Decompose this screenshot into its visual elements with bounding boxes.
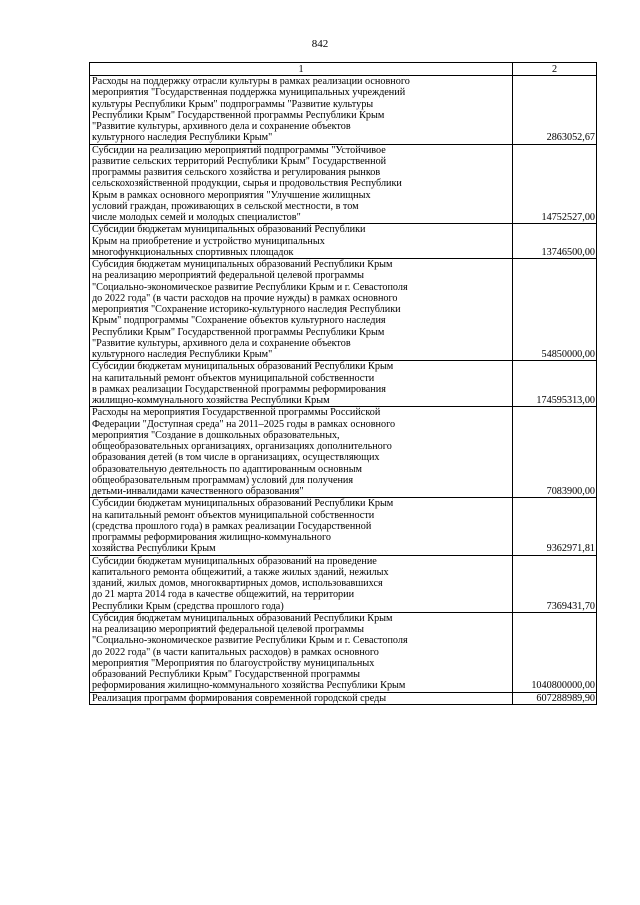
- row-amount: 14752527,00: [513, 144, 597, 224]
- column-header-1: 1: [90, 63, 513, 76]
- page-number: 842: [311, 38, 329, 50]
- row-description: Субсидии на реализацию мероприятий подпрограммы "Устойчивое развитие сельских территорий Республики Крым" Государственной программы развития сельского хозяйства и регулирования рынков сельскохозяйственной продукции, сырья и продовольствия Республики Крым в рамках основного мероприятия "Улучшение жилищных условий граждан, проживающих в сельской местности, в том числе молодых семей и молодых специалистов": [90, 144, 513, 224]
- table-row: [90, 76, 597, 145]
- row-description: Расходы на поддержку отрасли культуры в рамках реализации основного мероприятия "Государственная поддержка муниципальных учреждений культуры Республики Крым" подпрограммы "Развитие культуры Республики Крым" Государственной программы Республики Крым "Развитие культуры, архивного дела и сохранение объектов культурного наследия Республики Крым": [90, 76, 513, 145]
- row-description: Субсидия бюджетам муниципальных образований Республики Крым на реализацию мероприятий федеральной целевой программы "Социально-экономическое развитие Республики Крым и г. Севастополя до 2022 года" (в части капитальных расходов) в рамках основного мероприятия "Мероприятия по благоустройству муниципальных образований Республики Крым" Государственной программы реформирования жилищно-коммунального хозяйства Республики Крым: [90, 612, 513, 692]
- row-description: Расходы на мероприятия Государственной программы Российской Федерации "Доступная среда" на 2011–2025 годы в рамках основного мероприятия "Создание в дошкольных образовательных, общеобразовательных организациях, организациях дополнительного образования детей (в том числе в организациях, осуществляющих образовательную деятельность по адаптированным основным общеобразовательным программам) условий для получения детьми-инвалидами качественного образования": [90, 407, 513, 498]
- row-description: Субсидии бюджетам муниципальных образований Республики Крым на капитальный ремонт объектов муниципальной собственности (средства прошлого года) в рамках реализации Государственной программы реформирования жилищно-коммунального хозяйства Республики Крым: [90, 498, 513, 555]
- row-description: Субсидии бюджетам муниципальных образований на проведение капитального ремонта общежитий, а также жилых зданий, нежилых зданий, жилых домов, многоквартирных домов, использовавшихся до 21 марта 2014 года в качестве общежитий, на территории Республики Крым (средства прошлого года): [90, 555, 513, 612]
- table-row: [90, 612, 597, 692]
- row-description: Субсидии бюджетам муниципальных образований Республики Крым на приобретение и устройство муниципальных многофункциональных спортивных площадок: [90, 224, 513, 259]
- row-amount: 13746500,00: [513, 224, 597, 259]
- row-amount: 607288989,90: [513, 692, 597, 704]
- table-row: [90, 555, 597, 612]
- row-description: Субсидии бюджетам муниципальных образований Республики Крым на капитальный ремонт объектов муниципальной собственности в рамках реализации Государственной программы реформирования жилищно-коммунального хозяйства Республики Крым: [90, 361, 513, 407]
- row-amount: 2863052,67: [513, 76, 597, 145]
- column-header-2: 2: [513, 63, 597, 76]
- row-amount: 7083900,00: [513, 407, 597, 498]
- row-amount: 9362971,81: [513, 498, 597, 555]
- table-row: [90, 407, 597, 498]
- row-amount: 1040800000,00: [513, 612, 597, 692]
- row-amount: 54850000,00: [513, 259, 597, 361]
- table-row: [90, 361, 597, 407]
- budget-table: [89, 62, 597, 705]
- table-row: [90, 498, 597, 555]
- table-row: [90, 259, 597, 361]
- row-description: Субсидия бюджетам муниципальных образований Республики Крым на реализацию мероприятий федеральной целевой программы "Социально-экономическое развитие Республики Крым и г. Севастополя до 2022 года" (в части расходов на прочие нужды) в рамках основного мероприятия "Сохранение историко-культурного наследия Республики Крым" подпрограммы "Сохранение объектов культурного наследия Республики Крым" Государственной программы Республики Крым "Развитие культуры, архивного дела и сохранение объектов культурного наследия Республики Крым": [90, 259, 513, 361]
- row-amount: 174595313,00: [513, 361, 597, 407]
- table-row: [90, 144, 597, 224]
- row-description: Реализация программ формирования современной городской среды: [90, 692, 513, 704]
- table-header-row: [90, 63, 597, 76]
- table-row: [90, 224, 597, 259]
- row-amount: 7369431,70: [513, 555, 597, 612]
- table-row: [90, 692, 597, 704]
